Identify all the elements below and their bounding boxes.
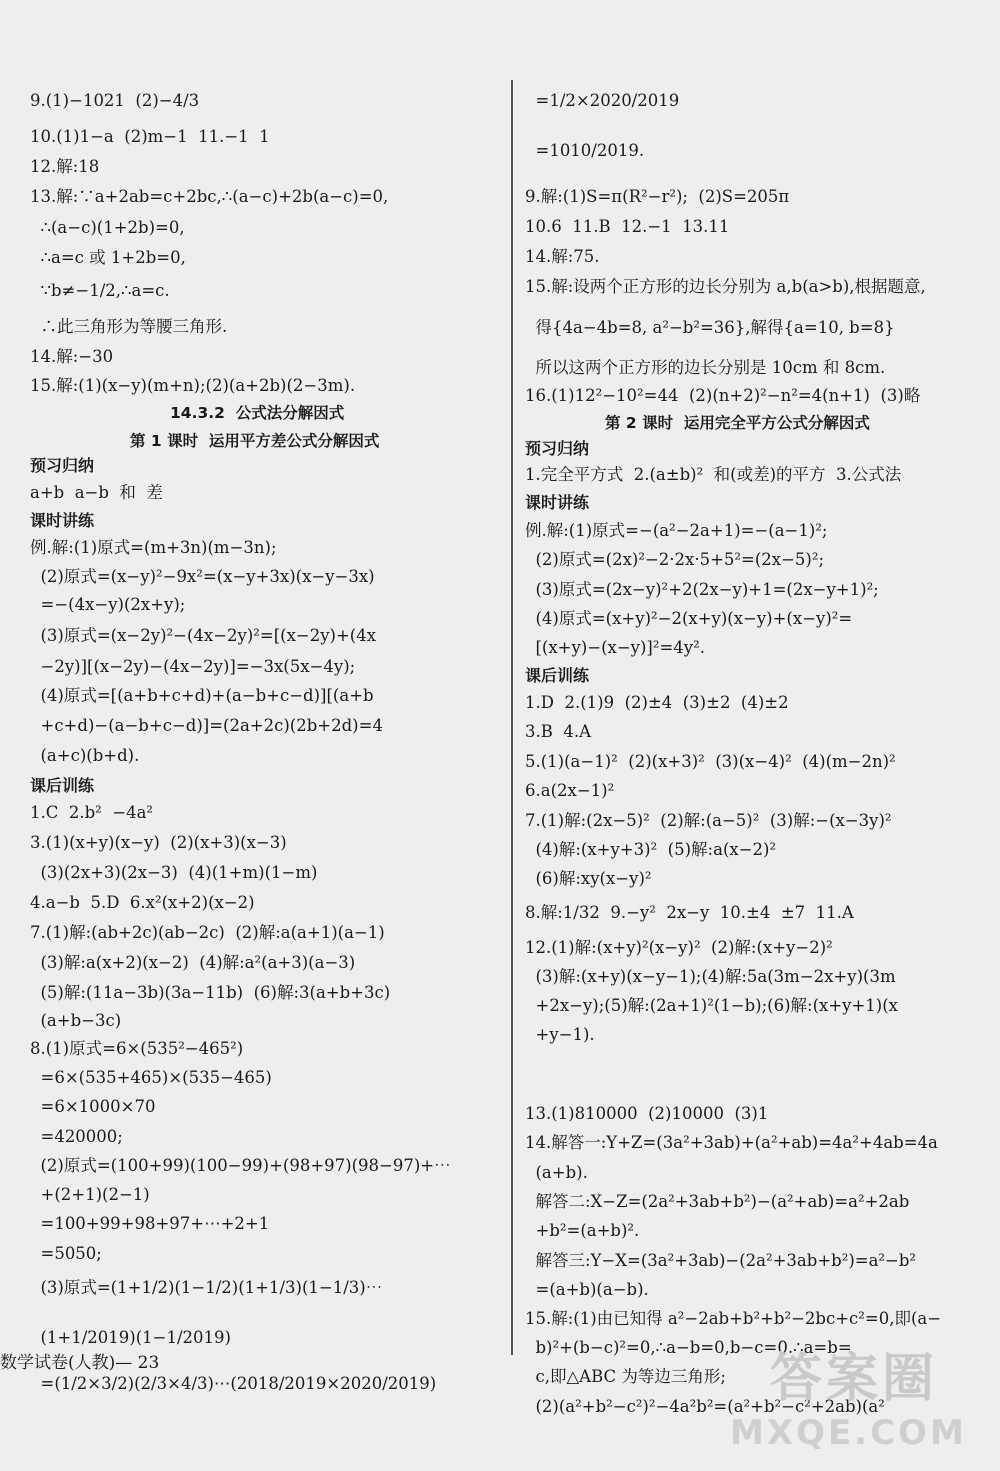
answer-line: =−(4x−y)(2x+y); bbox=[30, 595, 186, 614]
answer-line: 13.解:∵a+2ab=c+2bc,∴(a−c)+2b(a−c)=0, bbox=[30, 187, 389, 206]
answer-line: (3)(2x+3)(2x−3) (4)(1+m)(1−m) bbox=[30, 863, 318, 882]
answer-line: (4)原式=(x+y)²−2(x+y)(x−y)+(x−y)²= bbox=[525, 609, 853, 628]
answer-line: 14.解:75. bbox=[525, 247, 600, 266]
answer-line: 例.解:(1)原式=(m+3n)(m−3n); bbox=[30, 538, 277, 557]
answer-line: 3.(1)(x+y)(x−y) (2)(x+3)(x−3) bbox=[30, 833, 287, 852]
answer-line: b)²+(b−c)²=0,∴a−b=0,b−c=0.∴a=b= bbox=[525, 1338, 852, 1357]
answer-line: (3)原式=(1+1/2)(1−1/2)(1+1/3)(1−1/3)⋯ bbox=[30, 1278, 383, 1297]
answer-line: 8.(1)原式=6×(535²−465²) bbox=[30, 1039, 244, 1058]
watermark bbox=[710, 1331, 980, 1461]
answer-line: −2y)][(x−2y)−(4x−2y)]=−3x(5x−4y); bbox=[30, 657, 356, 676]
answer-line: =100+99+98+97+⋯+2+1 bbox=[30, 1214, 270, 1233]
answer-line: (a+b−3c) bbox=[30, 1011, 122, 1030]
answer-line: 课时讲练 bbox=[30, 511, 95, 530]
answer-line: (2)原式=(100+99)(100−99)+(98+97)(98−97)+⋯ bbox=[30, 1156, 451, 1175]
answer-line: 第 2 课时 运用完全平方公式分解因式 bbox=[605, 414, 870, 432]
answer-line: (6)解:xy(x−y)² bbox=[525, 869, 652, 888]
answer-line: +(2+1)(2−1) bbox=[30, 1185, 150, 1204]
answer-line: (3)解:a(x+2)(x−2) (4)解:a²(a+3)(a−3) bbox=[30, 953, 356, 972]
answer-line: 10.6 11.B 12.−1 13.11 bbox=[525, 217, 730, 236]
answer-line: 第 1 课时 运用平方差公式分解因式 bbox=[130, 432, 380, 450]
watermark-url: MXQE.COM bbox=[730, 1413, 967, 1453]
answer-line: 12.(1)解:(x+y)²(x−y)² (2)解:(x+y−2)² bbox=[525, 938, 833, 957]
answer-line: =(a+b)(a−b). bbox=[525, 1280, 649, 1299]
answer-line: =6×(535+465)×(535−465) bbox=[30, 1068, 272, 1087]
answer-line: (2)原式=(x−y)²−9x²=(x−y+3x)(x−y−3x) bbox=[30, 567, 375, 586]
answer-line: [(x+y)−(x−y)]²=4y². bbox=[525, 638, 705, 657]
answer-line: 14.解:−30 bbox=[30, 347, 114, 366]
answer-line: ∵b≠−1/2,∴a=c. bbox=[30, 281, 170, 300]
answer-line: 1.D 2.(1)9 (2)±4 (3)±2 (4)±2 bbox=[525, 693, 789, 712]
column-divider bbox=[511, 80, 513, 1355]
answer-line: 所以这两个正方形的边长分别是 10cm 和 8cm. bbox=[525, 358, 886, 377]
answer-line: 例.解:(1)原式=−(a²−2a+1)=−(a−1)²; bbox=[525, 521, 828, 540]
answer-line: (2)(a²+b²−c²)²−4a²b²=(a²+b²−c²+2ab)(a² bbox=[525, 1397, 885, 1416]
answer-line: (a+b). bbox=[525, 1163, 588, 1182]
answer-line: 课后训练 bbox=[525, 666, 590, 685]
answer-line: 9.解:(1)S=π(R²−r²); (2)S=205π bbox=[525, 187, 790, 206]
answer-line: =5050; bbox=[30, 1244, 102, 1263]
answer-line: 解答二:X−Z=(2a²+3ab+b²)−(a²+ab)=a²+2ab bbox=[525, 1192, 910, 1211]
answer-line: =420000; bbox=[30, 1127, 123, 1146]
answer-line: 15.解:(1)由已知得 a²−2ab+b²+b²−2bc+c²=0,即(a− bbox=[525, 1309, 942, 1328]
answer-line: +2x−y);(5)解:(2a+1)²(1−b);(6)解:(x+y+1)(x bbox=[525, 996, 898, 1015]
answer-line: =6×1000×70 bbox=[30, 1097, 156, 1116]
answer-line: 10.(1)1−a (2)m−1 11.−1 1 bbox=[30, 127, 270, 146]
answer-line: 15.解:(1)(x−y)(m+n);(2)(a+2b)(2−3m). bbox=[30, 376, 356, 395]
answer-line: 5.(1)(a−1)² (2)(x+3)² (3)(x−4)² (4)(m−2n)² bbox=[525, 752, 896, 771]
answer-line: =1/2×2020/2019 bbox=[525, 91, 680, 110]
answer-line: ∴(a−c)(1+2b)=0, bbox=[30, 218, 185, 237]
answer-line: 14.解答一:Y+Z=(3a²+3ab)+(a²+ab)=4a²+4ab=4a bbox=[525, 1133, 938, 1152]
watermark-logo: 答案圈 bbox=[770, 1349, 939, 1409]
answer-line: (2)原式=(2x)²−2·2x·5+5²=(2x−5)²; bbox=[525, 550, 825, 569]
answer-line: 4.a−b 5.D 6.x²(x+2)(x−2) bbox=[30, 893, 255, 912]
answer-line: +y−1). bbox=[525, 1025, 595, 1044]
answer-line: 预习归纳 bbox=[30, 456, 95, 475]
answer-line: 1.完全平方式 2.(a±b)² 和(或差)的平方 3.公式法 bbox=[525, 465, 902, 484]
answer-line: 9.(1)−1021 (2)−4/3 bbox=[30, 91, 200, 110]
answer-line: (3)原式=(2x−y)²+2(2x−y)+1=(2x−y+1)²; bbox=[525, 580, 879, 599]
answer-line: 13.(1)810000 (2)10000 (3)1 bbox=[525, 1104, 769, 1123]
answer-line: 课时讲练 bbox=[525, 493, 590, 512]
answer-line: 8.解:1/32 9.−y² 2x−y 10.±4 ±7 11.A bbox=[525, 903, 854, 922]
answer-line: (1+1/2019)(1−1/2019) bbox=[30, 1328, 231, 1347]
answer-line: (a+c)(b+d). bbox=[30, 746, 140, 765]
answer-line: a+b a−b 和 差 bbox=[30, 483, 163, 502]
answer-line: (3)原式=(x−2y)²−(4x−2y)²=[(x−2y)+(4x bbox=[30, 626, 377, 645]
answer-line: 3.B 4.A bbox=[525, 722, 592, 741]
answer-line: +c+d)−(a−b+c−d)]=(2a+2c)(2b+2d)=4 bbox=[30, 716, 383, 735]
answer-line: (5)解:(11a−3b)(3a−11b) (6)解:3(a+b+3c) bbox=[30, 983, 391, 1002]
answer-line: 课后训练 bbox=[30, 776, 95, 795]
answer-line: 预习归纳 bbox=[525, 439, 590, 458]
answer-line: +b²=(a+b)². bbox=[525, 1221, 640, 1240]
answer-line: (4)原式=[(a+b+c+d)+(a−b+c−d)][(a+b bbox=[30, 686, 374, 705]
answer-line: (3)解:(x+y)(x−y−1);(4)解:5a(3m−2x+y)(3m bbox=[525, 967, 896, 986]
answer-line: ∴a=c 或 1+2b=0, bbox=[30, 248, 186, 267]
answer-line: ∴此三角形为等腰三角形. bbox=[30, 317, 228, 336]
answer-line: 得{4a−4b=8, a²−b²=36},解得{a=10, b=8} bbox=[525, 318, 895, 337]
answer-line: 12.解:18 bbox=[30, 157, 100, 176]
answer-line: 16.(1)12²−10²=44 (2)(n+2)²−n²=4(n+1) (3)略 bbox=[525, 386, 921, 405]
answer-line: 7.(1)解:(ab+2c)(ab−2c) (2)解:a(a+1)(a−1) bbox=[30, 923, 385, 942]
answer-line: 解答三:Y−X=(3a²+3ab)−(2a²+3ab+b²)=a²−b² bbox=[525, 1251, 917, 1270]
answer-line: 1.C 2.b² −4a² bbox=[30, 803, 154, 822]
answer-line: (4)解:(x+y+3)² (5)解:a(x−2)² bbox=[525, 840, 777, 859]
answer-line: =(1/2×3/2)(2/3×4/3)⋯(2018/2019×2020/2019) bbox=[30, 1374, 437, 1393]
answer-line: c,即△ABC 为等边三角形; bbox=[525, 1367, 726, 1386]
answer-line: 14.3.2 公式法分解因式 bbox=[170, 404, 345, 422]
answer-line: 15.解:设两个正方形的边长分别为 a,b(a>b),根据题意, bbox=[525, 277, 926, 296]
page-footer: 数学试卷(人教)— 23 bbox=[0, 1353, 160, 1373]
answer-line: 7.(1)解:(2x−5)² (2)解:(a−5)² (3)解:−(x−3y)² bbox=[525, 811, 892, 830]
answer-line: 6.a(2x−1)² bbox=[525, 781, 615, 800]
answer-line: =1010/2019. bbox=[525, 141, 645, 160]
